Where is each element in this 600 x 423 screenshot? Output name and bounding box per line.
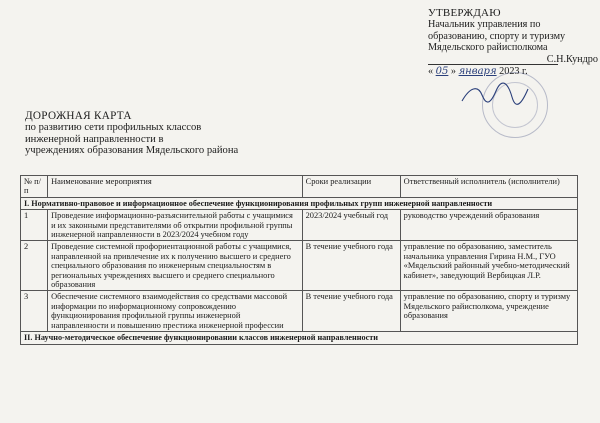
row-activity: Обеспечение системного взаимодействия со средствами массовой информации по информационному сопровождению функционирования профильной группы инженерной направленности и повышению престижа инженерной профессии — [48, 291, 303, 332]
row-activity: Проведение информационно-разъяснительной работы с учащимися и их законными представителями об открытии профильной группы инженерной направленности в 2023/2024 учебном году — [48, 210, 303, 241]
row-term: В течение учебного года — [302, 291, 400, 332]
date-quote: « — [428, 65, 434, 77]
approval-title: УТВЕРЖДАЮ — [428, 7, 501, 19]
section-row — [21, 332, 578, 344]
table-header-row — [21, 176, 578, 198]
header-number: № п/п — [21, 176, 48, 198]
table-row — [21, 291, 578, 332]
row-responsible: управление по образованию, заместитель начальника управления Гирина Н.М., ГУО «Мядельский районный учебно-методический кабинет», заведующий Вербицкая Л.Р. — [400, 241, 577, 291]
header-activity: Наименование мероприятия — [48, 176, 303, 198]
row-responsible: управление по образованию, спорту и туризму Мядельского райисполкома, учреждение образования — [400, 291, 577, 332]
header-responsible: Ответственный исполнитель (исполнители) — [400, 176, 577, 198]
row-responsible: руководство учреждений образования — [400, 210, 577, 241]
signature-line — [428, 54, 598, 66]
row-term: В течение учебного года — [302, 241, 400, 291]
approval-position-line: образованию, спорту и туризму — [428, 30, 566, 42]
approval-block — [428, 8, 598, 77]
row-number: 2 — [21, 241, 48, 291]
section-title: I. Нормативно-правовое и информационное обеспечение функционирования профильных групп инженерной направленности — [21, 197, 578, 209]
table-row — [21, 210, 578, 241]
document-subtitle-line: по развитию сети профильных классов — [25, 122, 202, 134]
row-activity: Проведение системной профориентационной работы с учащимися, направленной на привлечение их к получению высшего и среднего специального образования по инженерным специальностям в региональных учреждениях высшего и среднего специального образования — [48, 241, 303, 291]
date-year: 2023 г. — [499, 65, 528, 77]
row-term: 2023/2024 учебный год — [302, 210, 400, 241]
document-title-block — [25, 111, 238, 157]
date-month: января — [458, 65, 497, 77]
approval-position-line: Начальник управления по — [428, 19, 541, 31]
signer-name: С.Н.Кундро — [546, 53, 598, 65]
header-term: Сроки реализации — [302, 176, 400, 198]
document-subtitle-line: инженерной направленности в — [25, 133, 164, 145]
table-row — [21, 241, 578, 291]
section-title: II. Научно-методическое обеспечение функционировании классов инженерной направленности — [21, 332, 578, 344]
date-day: 05 — [435, 65, 449, 77]
section-row — [21, 197, 578, 209]
date-quote: » — [450, 65, 457, 77]
row-number: 3 — [21, 291, 48, 332]
row-number: 1 — [21, 210, 48, 241]
document-subtitle-line: учреждениях образования Мядельского района — [25, 145, 239, 157]
handwritten-signature — [460, 81, 530, 109]
approval-position-line: Мядельского райисполкома — [428, 42, 548, 54]
document-title: ДОРОЖНАЯ КАРТА — [25, 110, 132, 122]
roadmap-table — [20, 175, 578, 345]
